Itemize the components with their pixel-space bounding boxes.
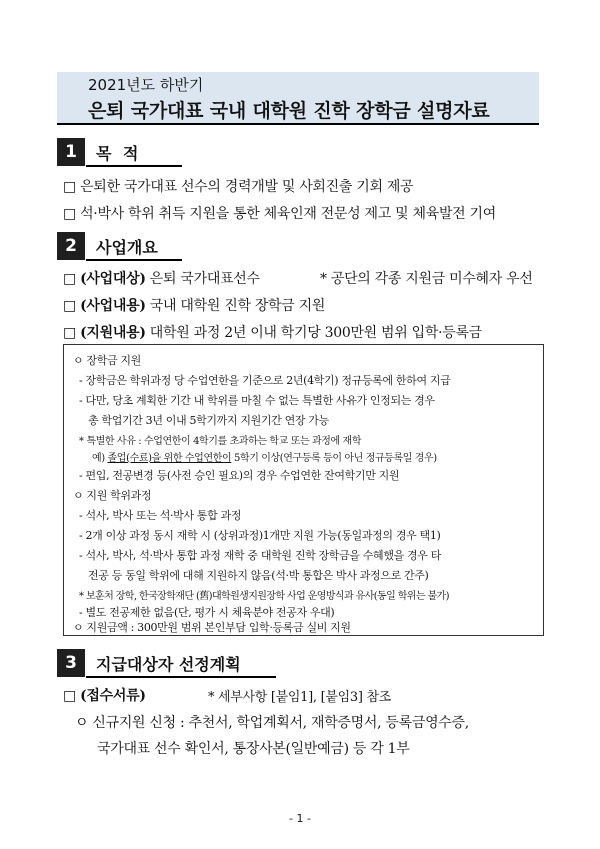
box-line: - 다만, 당초 계획한 기간 내 학위를 마칠 수 없는 특별한 사유가 인정되는 경우 — [79, 394, 435, 407]
item-text: 은퇴 국가대표선수 — [149, 271, 260, 287]
item-label: (접수서류) — [80, 688, 146, 704]
item-note: * 세부사항 [붙임1], [붙임3] 참조 — [208, 690, 391, 705]
box-line: - 석사, 박사, 석·박사 통합 과정 재학 중 대학원 진학 장학금을 수혜했을 경우 타 — [79, 549, 441, 562]
section-2-item-content — [63, 295, 325, 315]
item-label: (사업내용) — [80, 298, 146, 314]
title-underline — [57, 123, 539, 125]
section-2-item-support — [63, 322, 482, 342]
example-suffix: 5학기 이상(연구등록 등이 아닌 정규등록일 경우) — [231, 453, 437, 464]
section-3-rule — [86, 676, 276, 678]
box-line: ㅇ 지원금액 : 300만원 범위 본인부담 입학·등록금 실비 지원 — [73, 621, 351, 634]
box-line: - 편입, 전공변경 등(사전 승인 필요)의 경우 수업연한 잔여학기만 지원 — [79, 469, 400, 482]
item-text: 대학원 과정 2년 이내 학기당 300만원 범위 입학·등록금 — [149, 325, 482, 341]
box-example — [92, 449, 437, 464]
box-line: - 장학금은 학위과정 당 수업연한을 기준으로 2년(4학기) 정규등록에 한하여 지급 — [79, 374, 451, 387]
checkbox-glyph: □ — [63, 688, 76, 704]
section-1-rule — [86, 165, 182, 167]
item-label: (사업대상) — [80, 271, 146, 287]
box-footnote: * 특별한 사유 : 수업연한이 4학기를 초과하는 학교 또는 과정에 재학 — [79, 436, 362, 447]
section-2-number: 2 — [57, 232, 85, 260]
box-line: - 석사, 박사 또는 석·박사 통합 과정 — [79, 509, 242, 522]
page-number: - 1 - — [289, 812, 311, 825]
section-3-title: 지급대상자 선정계획 — [96, 655, 241, 674]
section-1-item: □ 은퇴한 국가대표 선수의 경력개발 및 사회진출 기회 제공 — [63, 179, 414, 195]
box-line: ㅇ 지원 학위과정 — [73, 489, 152, 502]
submission-docs-line: ㅇ 신규지원 신청 : 추천서, 학업계획서, 재학증명서, 등록금영수증, — [75, 715, 469, 731]
example-underlined: 졸업(수료)을 위한 수업연한이 — [107, 453, 232, 464]
box-line: - 2개 이상 과정 동시 재학 시 (상위과정)1개만 지원 가능(동일과정의 경우 택1) — [79, 529, 441, 542]
section-1-title: 목 적 — [96, 144, 142, 163]
document-title: 은퇴 국가대표 국내 대학원 진학 장학금 설명자료 — [88, 100, 490, 122]
submission-docs-line: 국가대표 선수 확인서, 통장사본(일반예금) 등 각 1부 — [97, 741, 410, 757]
item-text: 국내 대학원 진학 장학금 지원 — [149, 298, 326, 314]
checkbox-glyph: □ — [63, 325, 76, 341]
checkbox-glyph: □ — [63, 298, 76, 314]
section-1-number: 1 — [57, 138, 85, 166]
section-1-item: □ 석·박사 학위 취득 지원을 통한 체육인재 전문성 제고 및 체육발전 기여 — [63, 206, 497, 222]
title-year: 2021년도 하반기 — [88, 76, 204, 94]
section-2-rule — [86, 259, 182, 261]
box-line: 전공 등 동일 학위에 대해 지원하지 않음(석·박 통합은 박사 과정으로 간주) — [88, 569, 429, 582]
item-label: (지원내용) — [80, 325, 146, 341]
section-2-title: 사업개요 — [96, 238, 158, 257]
box-line: ㅇ 장학금 지원 — [73, 354, 141, 367]
item-note: * 공단의 각종 지원금 미수혜자 우선 — [320, 271, 533, 287]
section-3-item — [63, 685, 146, 705]
checkbox-glyph: □ — [63, 271, 76, 287]
section-3-number: 3 — [57, 649, 85, 677]
section-2-item-target — [63, 268, 260, 288]
box-line: 총 학업기간 3년 이내 5학기까지 지원기간 연장 가능 — [88, 414, 329, 427]
box-line: - 별도 전공제한 없음(단, 평가 시 체육분야 전공자 우대) — [79, 606, 335, 619]
box-footnote: * 보훈처 장학, 한국장학재단 (舊)대학원생지원장학 사업 운영방식과 유사(동일 학위는 불가) — [79, 591, 449, 602]
example-prefix: 예) — [92, 453, 108, 464]
